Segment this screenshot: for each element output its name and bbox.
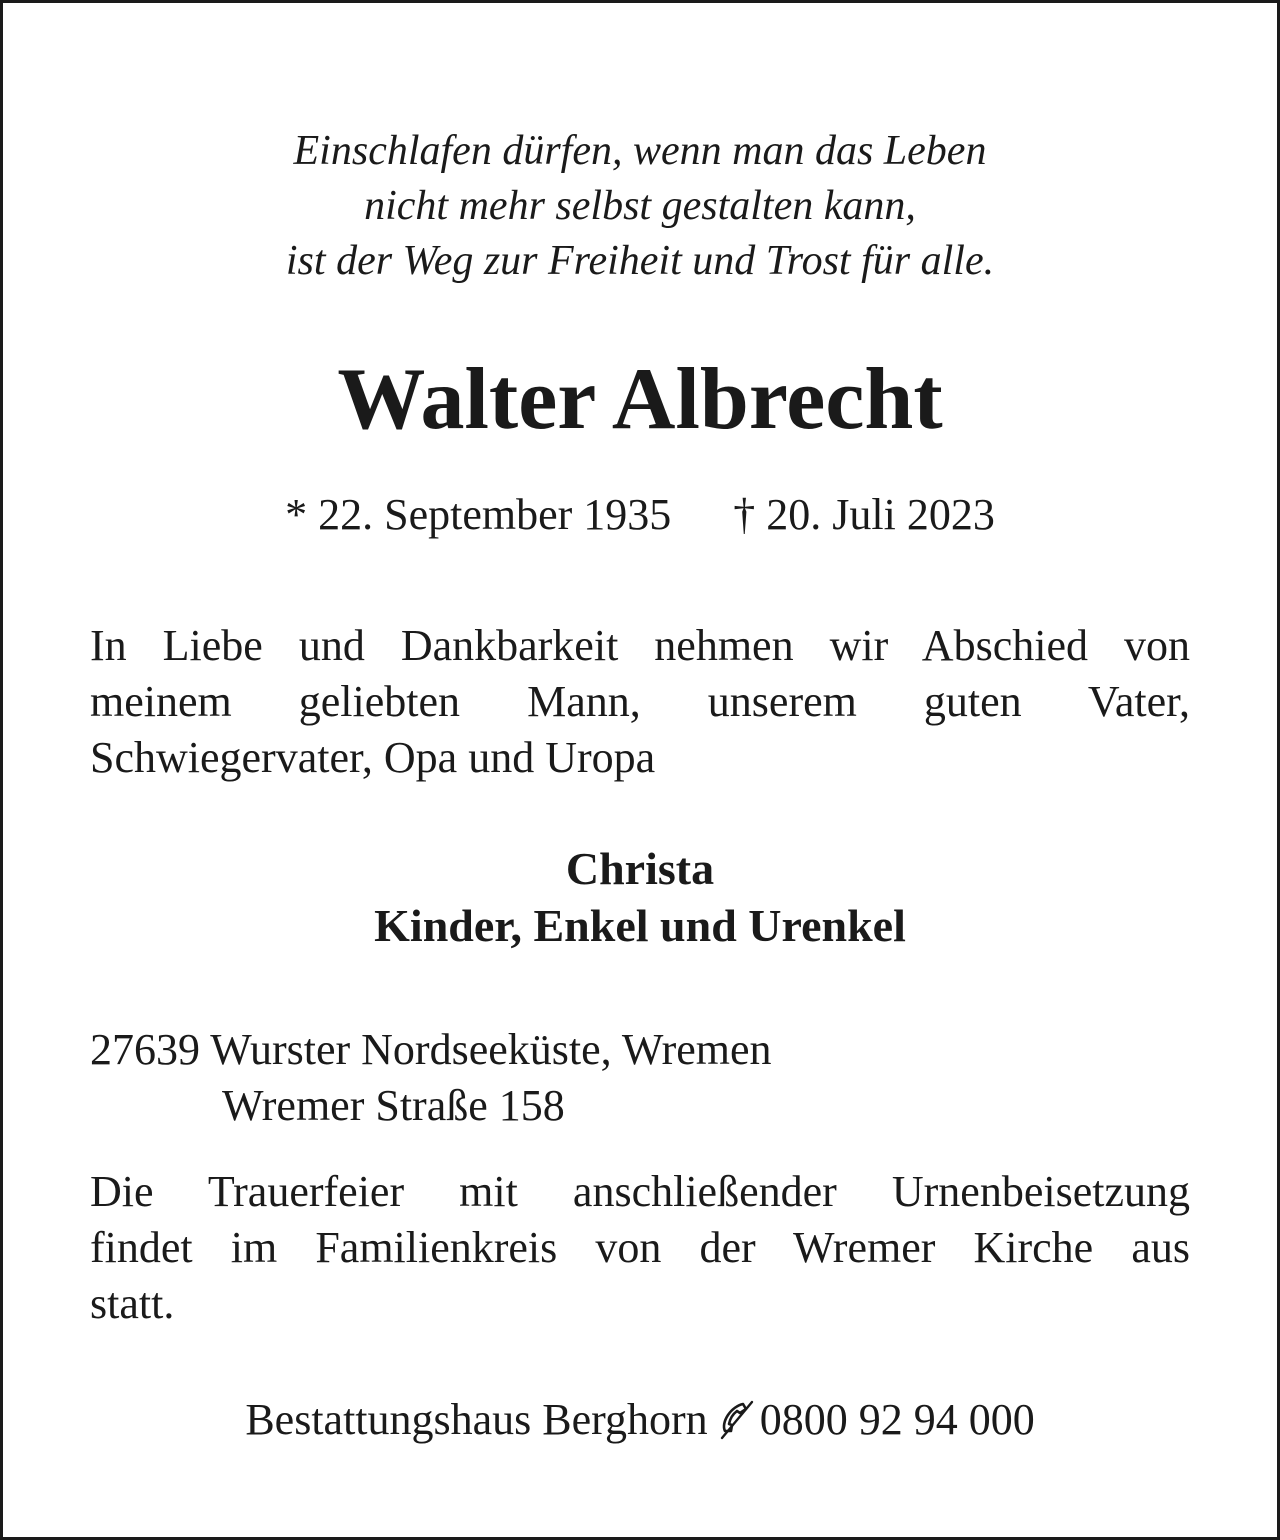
ceremony-line: statt. xyxy=(90,1279,175,1328)
motto-line: nicht mehr selbst gestalten kann, xyxy=(364,183,916,229)
mourners xyxy=(0,840,1280,954)
address-block xyxy=(90,1022,772,1134)
ceremony-line: Die Trauerfeier mit anschließender Urnenbeisetzung xyxy=(90,1167,1190,1216)
life-dates xyxy=(0,488,1280,542)
farewell-line: In Liebe und Dankbarkeit nehmen wir Abschied von xyxy=(90,621,1190,670)
address-city: 27639 Wurster Nordseeküste, Wremen xyxy=(90,1025,772,1074)
deceased-name: Walter Albrecht xyxy=(337,351,943,448)
motto-verse xyxy=(0,124,1280,289)
ceremony-line: findet im Familienkreis von der Wremer Kirche aus xyxy=(90,1223,1190,1272)
farewell-line: meinem geliebten Mann, unserem guten Vater, xyxy=(90,677,1190,726)
motto-line: Einschlafen dürfen, wenn man das Leben xyxy=(293,128,987,174)
ceremony-paragraph xyxy=(90,1164,1190,1332)
spouse-name: Christa xyxy=(565,843,715,894)
funeral-home-footer xyxy=(0,1392,1280,1454)
farewell-line: Schwiegervater, Opa und Uropa xyxy=(90,733,656,782)
relatives: Kinder, Enkel und Urenkel xyxy=(374,900,906,951)
phone-icon xyxy=(718,1398,756,1454)
death-date: † 20. Juli 2023 xyxy=(733,490,995,539)
address-street: Wremer Straße 158 xyxy=(222,1081,565,1130)
birth-date: * 22. September 1935 xyxy=(285,490,672,539)
farewell-paragraph xyxy=(90,618,1190,786)
funeral-home-name: Bestattungshaus Berghorn xyxy=(245,1395,708,1444)
phone-number: 0800 92 94 000 xyxy=(759,1395,1035,1444)
motto-line: ist der Weg zur Freiheit und Trost für alle. xyxy=(285,238,995,284)
